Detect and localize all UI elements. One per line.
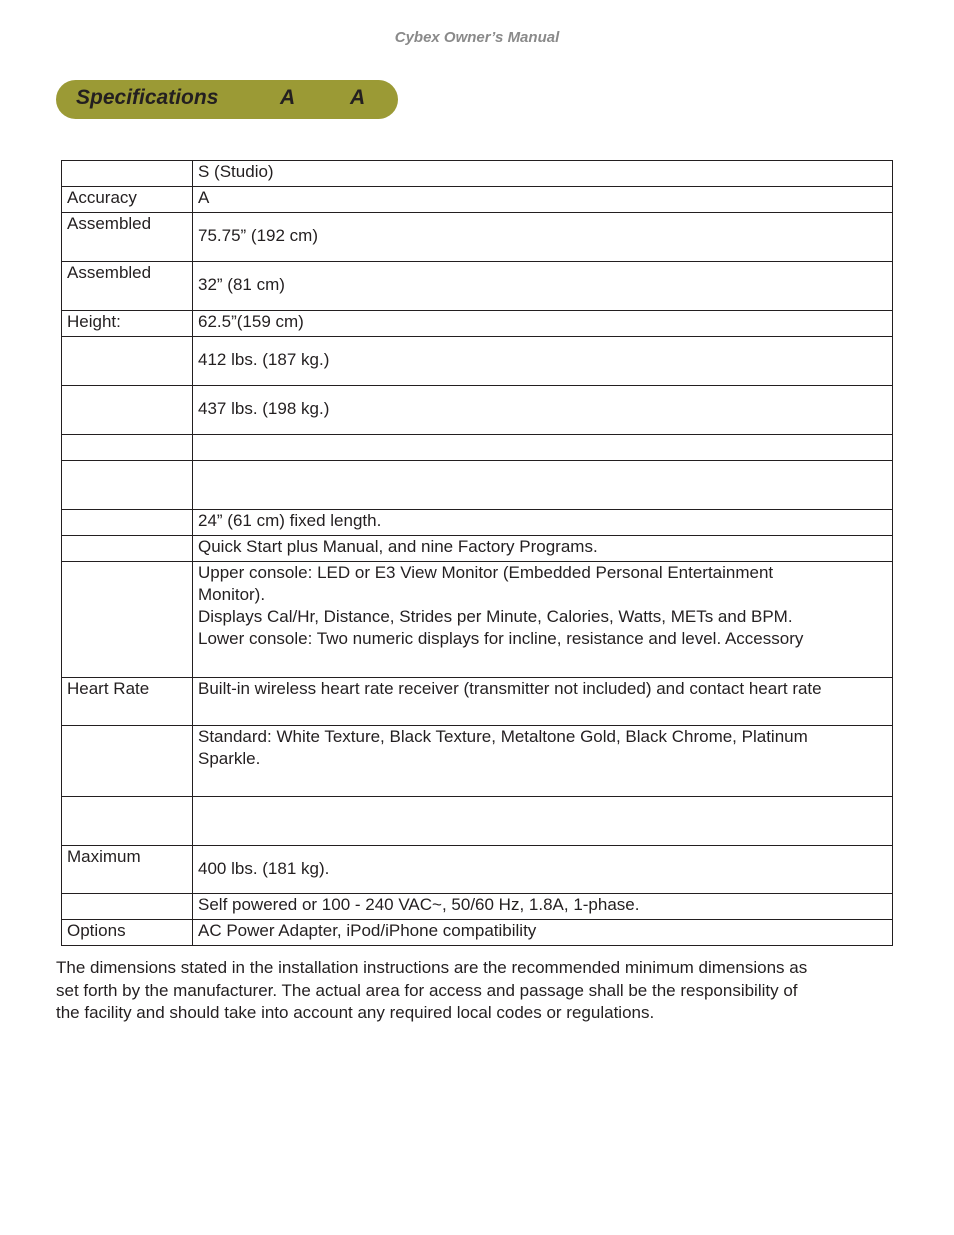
table-row [62, 678, 893, 726]
spec-value-line: Lower console: Two numeric displays for incline, resistance and level. Accessory [198, 629, 804, 648]
running-header: Cybex Owner’s Manual [394, 29, 560, 46]
spec-label: Assembled [62, 213, 193, 262]
table-row [62, 386, 893, 435]
spec-value: 437 lbs. (198 kg.) [193, 386, 893, 435]
spec-label: Assembled [62, 262, 193, 311]
spec-value-line: Sparkle. [198, 749, 261, 768]
spec-value [193, 461, 893, 510]
specifications-table [61, 160, 893, 946]
table-row [62, 920, 893, 946]
spec-value: AC Power Adapter, iPod/iPhone compatibility [193, 920, 893, 946]
spec-label [62, 536, 193, 562]
spec-label [62, 435, 193, 461]
spec-value: 75.75” (192 cm) [193, 213, 893, 262]
table-row [62, 435, 893, 461]
spec-value-line: Displays Cal/Hr, Distance, Strides per Minute, Calories, Watts, METs and BPM. [198, 607, 793, 626]
note-line: set forth by the manufacturer. The actual area for access and passage shall be the responsibility of [56, 980, 798, 1000]
table-row [62, 562, 893, 678]
table-row [62, 797, 893, 846]
table-row [62, 461, 893, 510]
spec-label [62, 562, 193, 678]
spec-value: Quick Start plus Manual, and nine Factory Programs. [193, 536, 893, 562]
section-title: Specifications [76, 86, 219, 109]
table-row [62, 187, 893, 213]
table-row [62, 262, 893, 311]
section-title-banner [56, 80, 398, 119]
table-row [62, 894, 893, 920]
table-row [62, 726, 893, 797]
spec-value [193, 435, 893, 461]
spec-value-line: Upper console: LED or E3 View Monitor (Embedded Personal Entertainment [198, 563, 774, 582]
spec-label [62, 797, 193, 846]
spec-label [62, 386, 193, 435]
spec-value: 400 lbs. (181 kg). [193, 846, 893, 894]
spec-value: A [193, 187, 893, 213]
spec-value [193, 797, 893, 846]
section-tag: A [350, 86, 366, 109]
note-line: the facility and should take into account any required local codes or regulations. [56, 1003, 655, 1022]
spec-value: 32” (81 cm) [193, 262, 893, 311]
table-row [62, 161, 893, 187]
spec-label [62, 337, 193, 386]
table-row [62, 536, 893, 562]
table-row [62, 846, 893, 894]
spec-label: Accuracy [62, 187, 193, 213]
spec-label [62, 510, 193, 536]
table-row [62, 213, 893, 262]
spec-label: Maximum [62, 846, 193, 894]
note-line: The dimensions stated in the installation instructions are the recommended minimum dimensions as [56, 958, 808, 977]
spec-value: Self powered or 100 - 240 VAC~, 50/60 Hz, 1.8A, 1-phase. [193, 894, 893, 920]
table-row [62, 337, 893, 386]
spec-value: Built-in wireless heart rate receiver (transmitter not included) and contact heart rate [193, 678, 893, 726]
spec-label: Options [62, 920, 193, 946]
spec-value: 24” (61 cm) fixed length. [193, 510, 893, 536]
table-row [62, 311, 893, 337]
spec-value: 62.5”(159 cm) [193, 311, 893, 337]
spec-label: Heart Rate [62, 678, 193, 726]
spec-label [62, 461, 193, 510]
spec-value: S (Studio) [193, 161, 893, 187]
table-row [62, 510, 893, 536]
spec-label [62, 726, 193, 797]
spec-label [62, 894, 193, 920]
spec-label: Height: [62, 311, 193, 337]
spec-value-line: Standard: White Texture, Black Texture, Metaltone Gold, Black Chrome, Platinum [198, 727, 808, 746]
spec-value [193, 562, 893, 678]
spec-label [62, 161, 193, 187]
spec-value: 412 lbs. (187 kg.) [193, 337, 893, 386]
spec-value [193, 726, 893, 797]
section-tag: A [280, 86, 296, 109]
dimensions-note [56, 957, 896, 1025]
spec-value-line: Monitor). [198, 585, 266, 604]
